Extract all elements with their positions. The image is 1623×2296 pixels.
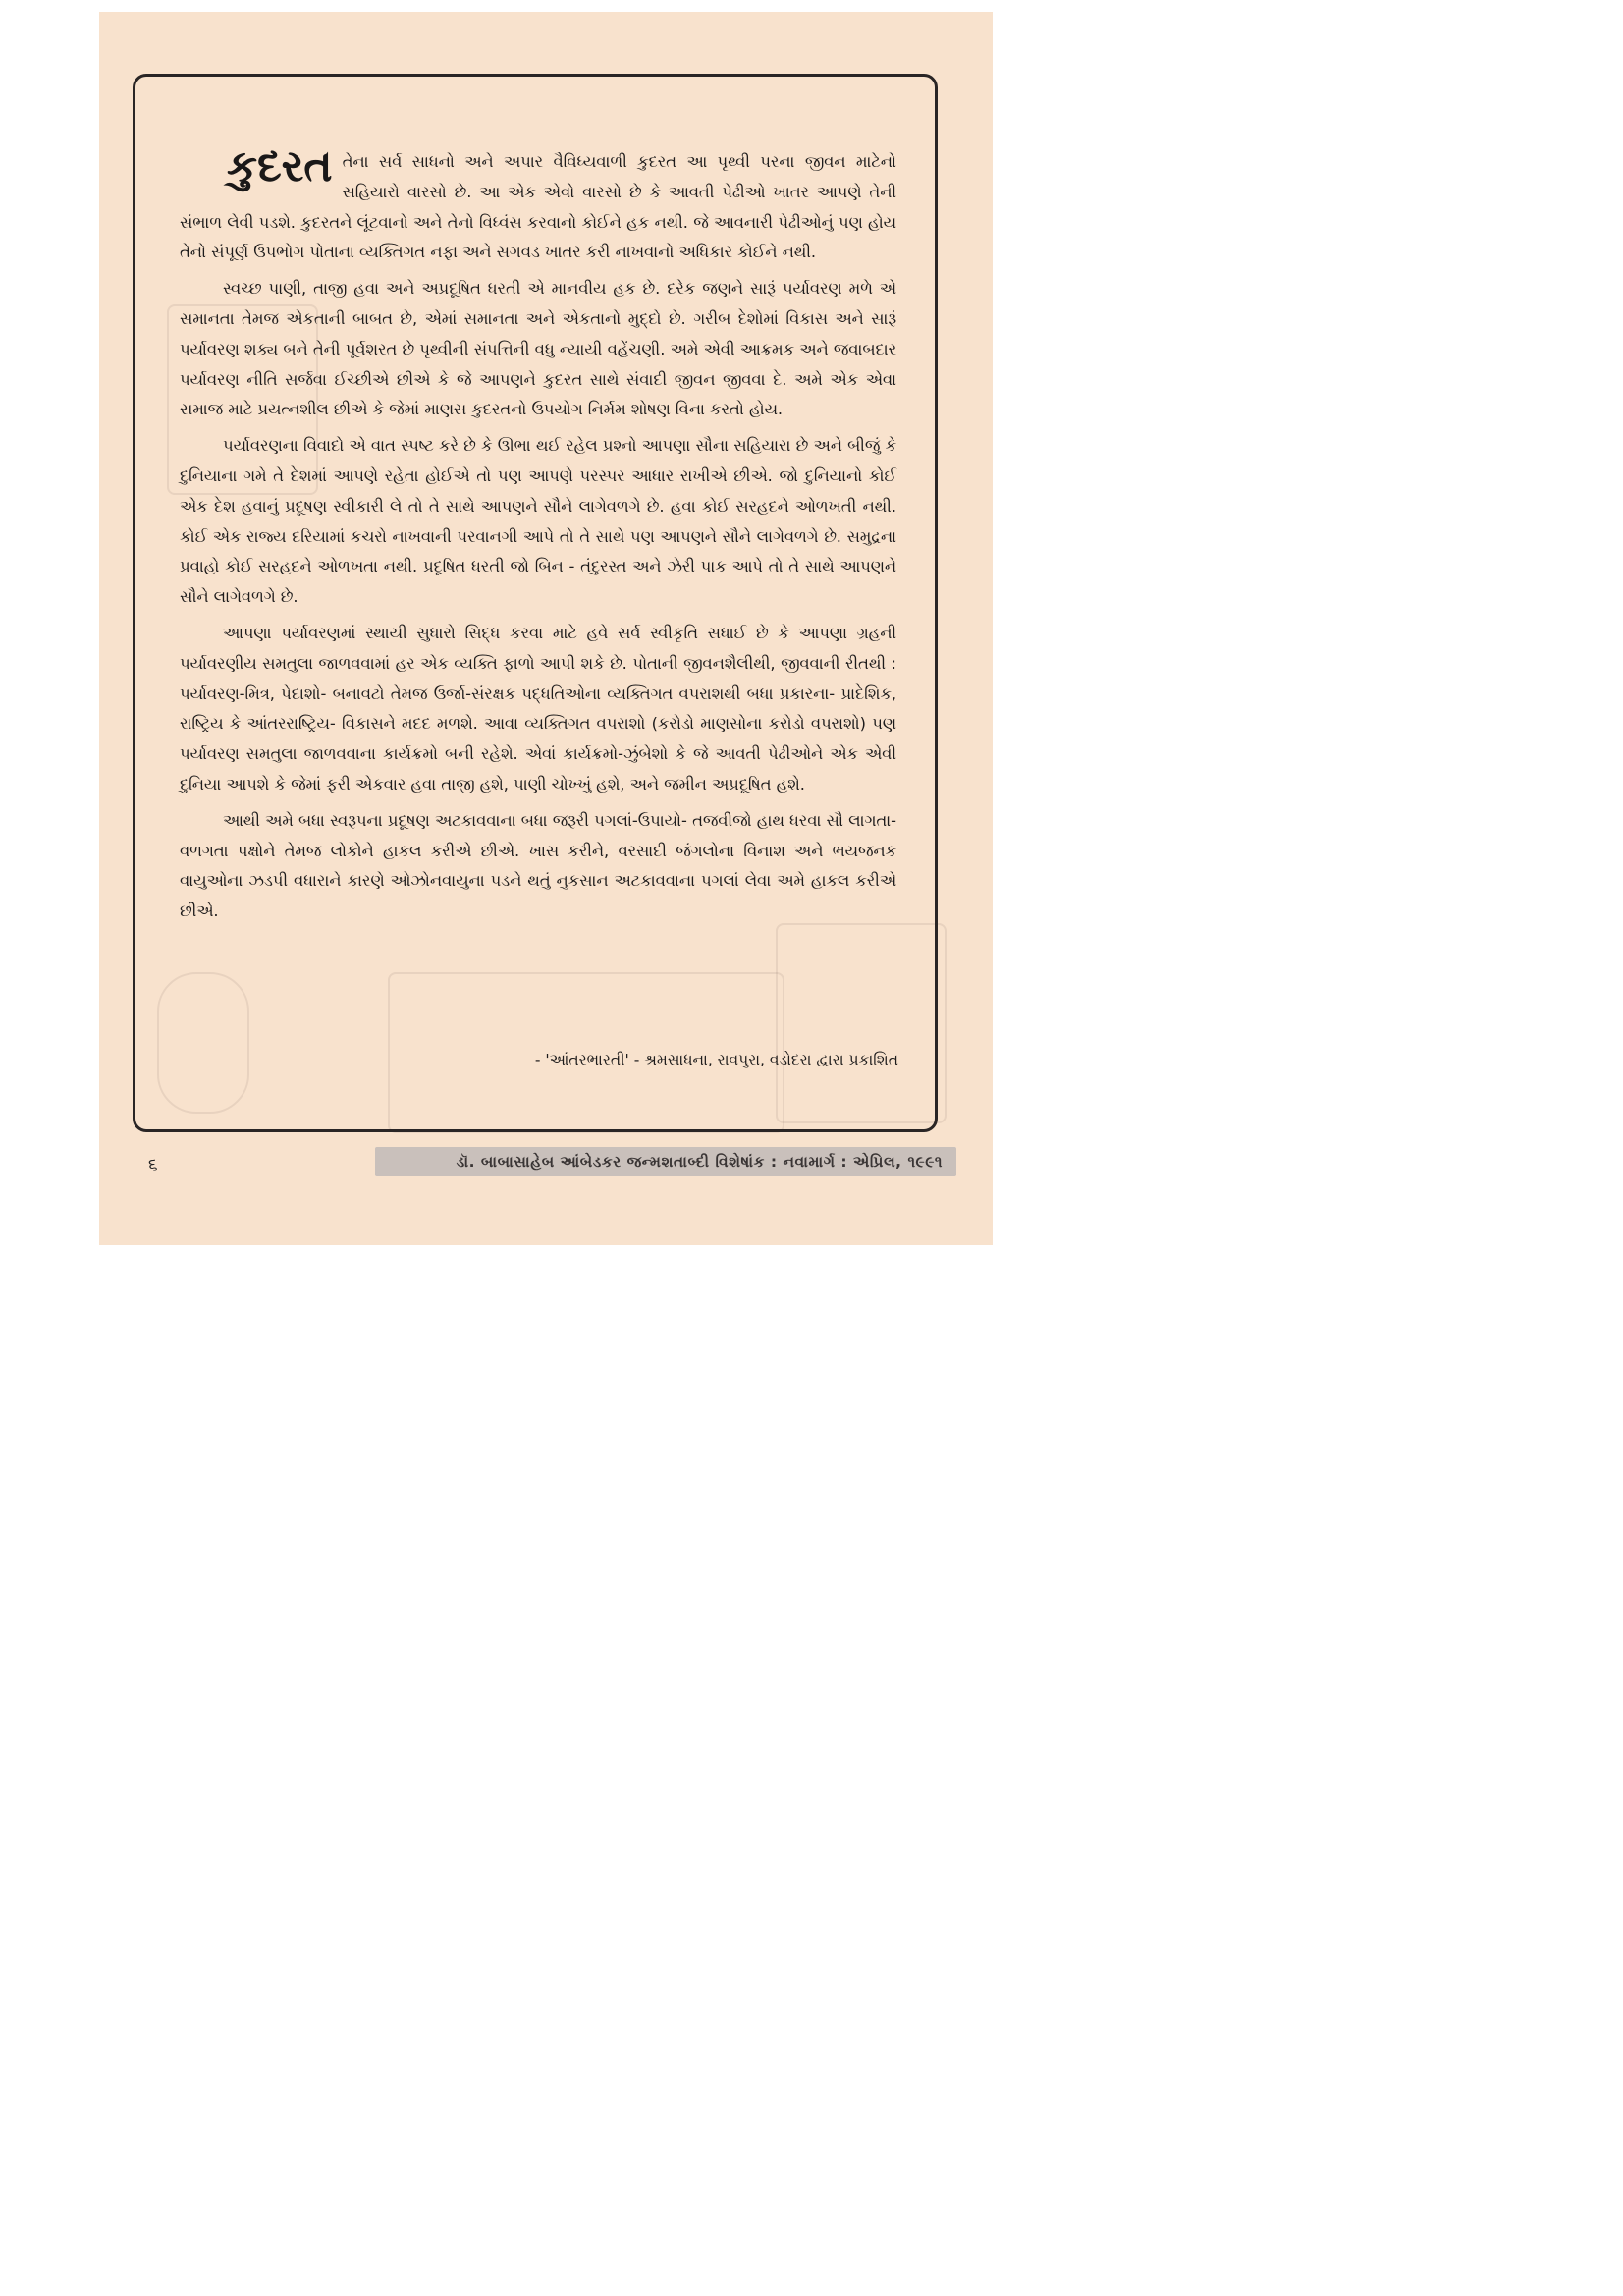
article-title-dropcap: કુદરત [227, 141, 333, 191]
article-body [180, 141, 896, 927]
article-paragraph-1-text: તેના સર્વ સાધનો અને અપાર વૈવિધ્યવાળી કુદરત આ પૃથ્વી પરના જીવન માટેનો સહિયારો વારસો છે. આ એક એવો વારસો છે કે આવતી પેઢીઓ ખાતર આપણે તેની સંભાળ લેવી પડશે. કુદરતને લૂંટવાનો અને તેનો વિધ્વંસ કરવાનો કોઈને હક નથી. જે આવનારી પેઢીઓનું પણ હોય તેનો સંપૂર્ણ ઉપભોગ પોતાના વ્યક્તિગત નફા અને સગવડ ખાતર કરી નાખવાનો અધિકાર કોઈને નથી. [180, 152, 896, 262]
footer-banner [375, 1147, 956, 1176]
article-paragraph-1 [180, 141, 896, 268]
article-attribution: - 'આંતરભારતી' - શ્રમસાધના, રાવપુરા, વડોદરા દ્વારા પ્રકાશિત [534, 1051, 898, 1068]
page-number: ૬ [148, 1155, 158, 1175]
article-paragraph-3: પર્યાવરણના વિવાદો એ વાત સ્પષ્ટ કરે છે કે ઊભા થઈ રહેલ પ્રશ્નો આપણા સૌના સહિયારા છે અને બીજું કે દુનિયાના ગમે તે દેશમાં આપણે રહેતા હોઈએ તો પણ આપણે પરસ્પર આધાર રાખીએ છીએ. જો દુનિયાનો કોઈ એક દેશ હવાનું પ્રદૂષણ સ્વીકારી લે તો તે સાથે આપણને સૌને લાગેવળગે છે. હવા કોઈ સરહદને ઓળખતી નથી. કોઈ એક રાજ્ય દરિયામાં કચરો નાખવાની પરવાનગી આપે તો તે સાથે પણ આપણને સૌને લાગેવળગે છે. સમુદ્રના પ્રવાહો કોઈ સરહદને ઓળખતા નથી. પ્રદૂષિત ધરતી જો બિન - તંદુરસ્ત અને ઝેરી પાક આપે તો તે સાથે આપણને સૌને લાગેવળગે છે. [180, 436, 896, 607]
footer-banner-text: ડૉ. બાબાસાહેબ આંબેડકર જન્મશતાબ્દી વિશેષાંક : નવામાર્ગ : એપ્રિલ, ૧૯૯૧ [456, 1152, 943, 1171]
article-paragraph-5: આથી અમે બધા સ્વરૂપના પ્રદૂષણ અટકાવવાના બધા જરૂરી પગલાં-ઉપાયો- તજવીજો હાથ ધરવા સૌ લાગતા- વળગતા પક્ષોને તેમજ લોકોને હાકલ કરીએ છીએ. ખાસ કરીને, વરસાદી જંગલોના વિનાશ અને ભયજનક વાયુઓના ઝડપી વધારાને કારણે ઓઝોનવાયુના પડને થતું નુકસાન અટકાવવાના પગલાં લેવા અમે હાકલ કરીએ છીએ. [180, 810, 896, 921]
article-paragraph-2: સ્વચ્છ પાણી, તાજી હવા અને અપ્રદૂષિત ધરતી એ માનવીય હક છે. દરેક જણને સારૂં પર્યાવરણ મળે એ સમાનતા તેમજ એકતાની બાબત છે, એમાં સમાનતા અને એકતાનો મુદ્દો છે. ગરીબ દેશોમાં વિકાસ અને સારૂં પર્યાવરણ શક્ય બને તેની પૂર્વશરત છે પૃથ્વીની સંપત્તિની વધુ ન્યાયી વહેંચણી. અમે એવી આક્રમક અને જવાબદાર પર્યાવરણ નીતિ સર્જવા ઈચ્છીએ છીએ કે જે આપણને કુદરત સાથે સંવાદી જીવન જીવવા દે. અમે એક એવા સમાજ માટે પ્રયત્નશીલ છીએ કે જેમાં માણસ કુદરતનો ઉપયોગ નિર્મમ શોષણ વિના કરતો હોય. [180, 279, 896, 419]
article-paragraph-4: આપણા પર્યાવરણમાં સ્થાયી સુધારો સિદ્ધ કરવા માટે હવે સર્વ સ્વીકૃતિ સધાઈ છે કે આપણા ગ્રહની પર્યાવરણીય સમતુલા જાળવવામાં હર એક વ્યક્તિ ફાળો આપી શકે છે. પોતાની જીવનશૈલીથી, જીવવાની રીતથી : પર્યાવરણ-મિત્ર, પેદાશો- બનાવટો તેમજ ઉર્જા-સંરક્ષક પદ્ધતિઓના વ્યક્તિગત વપરાશથી બધા પ્રકારના- પ્રાદેશિક, રાષ્ટ્રિય કે આંતરરાષ્ટ્રિય- વિકાસને મદદ મળશે. આવા વ્યક્તિગત વપરાશો (કરોડો માણસોના કરોડો વપરાશો) પણ પર્યાવરણ સમતુલા જાળવવાના કાર્યક્રમો બની રહેશે. એવાં કાર્યક્રમો-ઝુંબેશો કે જે આવતી પેઢીઓને એક એવી દુનિયા આપશે કે જેમાં ફરી એકવાર હવા તાજી હશે, પાણી ચોખ્ખું હશે, અને જમીન અપ્રદૂષિત હશે. [180, 623, 896, 793]
